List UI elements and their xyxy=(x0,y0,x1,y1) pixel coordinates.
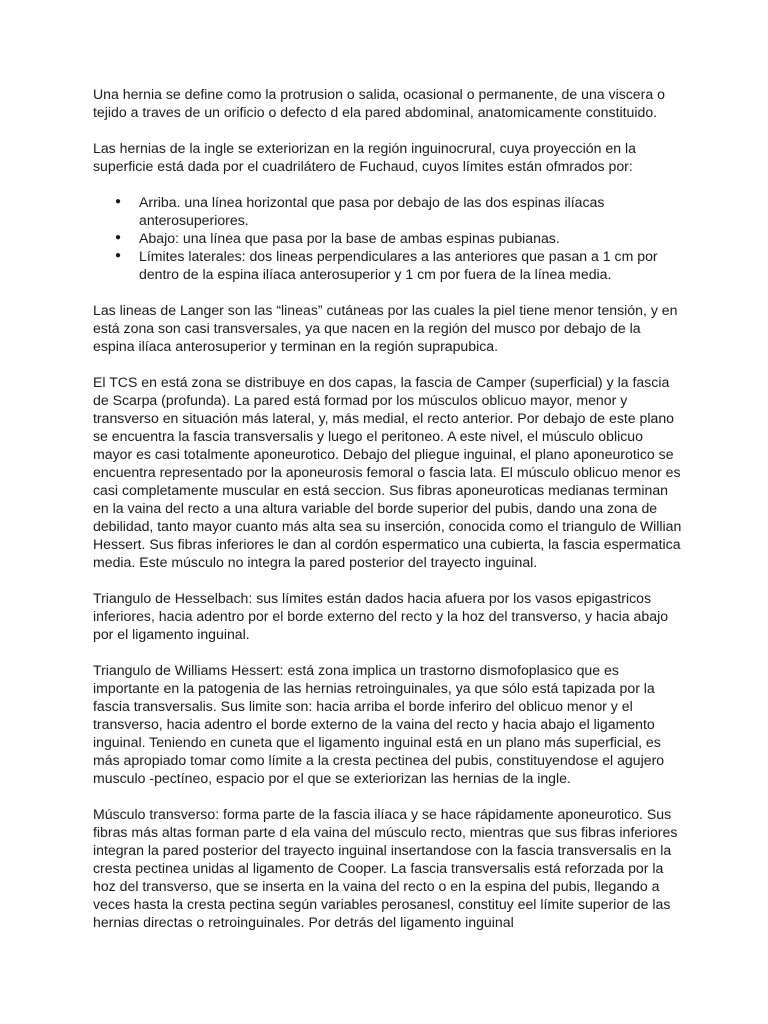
limits-list xyxy=(93,193,683,283)
paragraph-region: Las hernias de la ingle se exteriorizan en la región inguinocrural, cuya proyección en la superficie está dada por el cuadrilátero de Fuchaud, cuyos límites están ofmrados por: xyxy=(93,140,636,174)
paragraph-transverso: Músculo transverso: forma parte de la fascia ilíaca y se hace rápidamente aponeurotico. Sus fibras más altas forman parte d ela vaina del músculo recto, mientras que sus fibras inferiores integran la pared posterior del trayecto inguinal insertandose con la fascia transversalis en la cresta pectinea unidas al ligamento de Cooper. La fascia transversalis está reforzada por la hoz del transverso, que se inserta en la vaina del recto o en la espina del pubis, llegando a veces hasta la cresta pectina según variables perosanesl, constituy eel límite superior de las hernias directas o retroinguinales. Por detrás del ligamento inguinal xyxy=(93,806,678,930)
paragraph-hesselbach: Triangulo de Hesselbach: sus límites están dados hacia afuera por los vasos epigastricos inferiores, hacia adentro por el borde externo del recto y la hoz del transverso, y hacia abajo por el ligamento inguinal. xyxy=(93,590,669,642)
document-page xyxy=(93,85,683,949)
paragraph-definition: Una hernia se define como la protrusion o salida, ocasional o permanente, de una viscera o tejido a traves de un orificio o defecto d ela pared abdominal, anatomicamente constituido. xyxy=(93,86,665,120)
list-item: ● Arriba. una línea horizontal que pasa por debajo de las dos espinas ilíacas anterosuperiores. xyxy=(139,193,683,229)
paragraph-langer: Las lineas de Langer son las “lineas” cutáneas por las cuales la piel tiene menor tensión, y en está zona son casi transversales, ya que nacen en la región del musco por debajo de la espina ilíaca anterosuperior y terminan en la región suprapubica. xyxy=(93,302,678,354)
list-item: ● Abajo: una línea que pasa por la base de ambas espinas pubianas. xyxy=(139,229,683,247)
list-item: ● Límites laterales: dos lineas perpendiculares a las anteriores que pasan a 1 cm por dentro de la espina ilíaca anterosuperior y 1 cm por fuera de la línea media. xyxy=(139,247,683,283)
paragraph-tcs: El TCS en está zona se distribuye en dos capas, la fascia de Camper (superficial) y la fascia de Scarpa (profunda). La pared está formad por los músculos oblicuo mayor, menor y transverso en situación más lateral, y, más medial, el recto anterior. Por debajo de este plano se encuentra la fascia transversalis y luego el peritoneo. A este nivel, el músculo oblicuo mayor es casi totalmente aponeurotico. Debajo del pliegue inguinal, el plano aponeurotico se encuentra representado por la aponeurosis femoral o fascia lata. El músculo oblicuo menor es casi completamente muscular en está seccion. Sus fibras aponeuroticas medianas terminan en la vaina del recto a una altura variable del borde superior del pubis, dando una zona de debilidad, tanto mayor cuanto más alta sea su inserción, conocida como el triangulo de Willian Hessert. Sus fibras inferiores le dan al cordón espermatico una cubierta, la fascia espermatica media. Este músculo no integra la pared posterior del trayecto inguinal. xyxy=(93,374,682,570)
paragraph-hessert: Triangulo de Williams Hessert: está zona implica un trastorno dismofoplasico que es importante en la patogenia de las hernias retroinguinales, ya que sólo está tapizada por la fascia transversalis. Sus limite son: hacia arriba el borde inferiro del oblicuo menor y el transverso, hacia adentro el borde externo de la vaina del recto y hacia abajo el ligamento inguinal. Teniendo en cuneta que el ligamento inguinal está en un plano más superficial, es más apropiado tomar como límite a la cresta pectinea del pubis, constituyendose el agujero musculo -pectíneo, espacio por el que se exteriorizan las hernias de la ingle. xyxy=(93,662,665,786)
